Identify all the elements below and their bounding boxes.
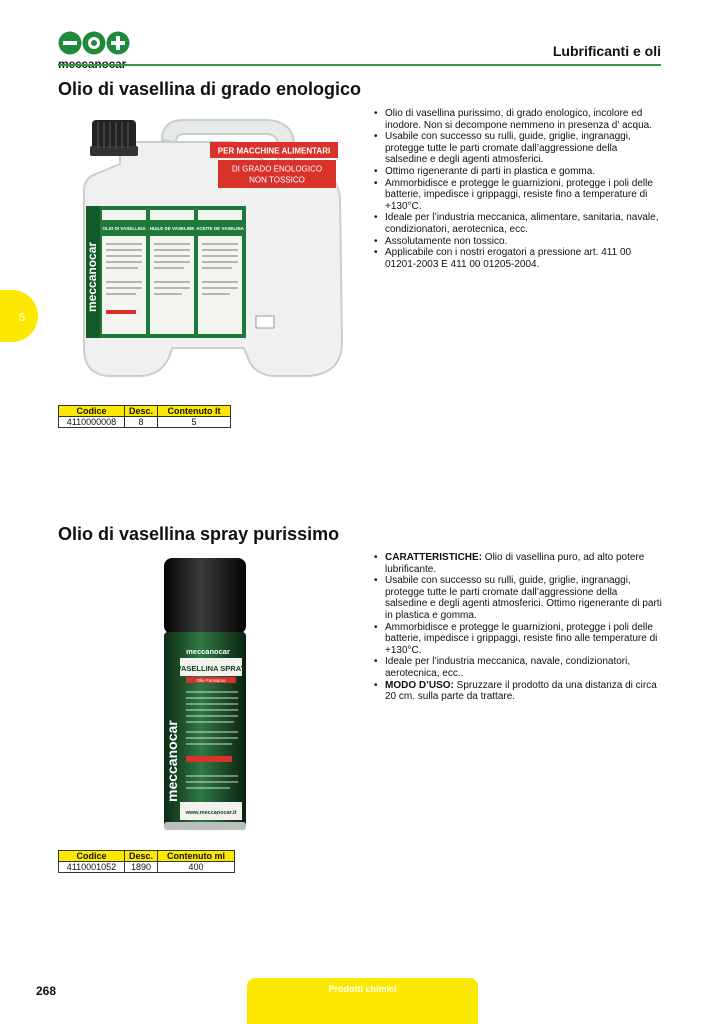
feature-text: Olio di vasellina puro, ad alto potere lubrificante.	[385, 552, 645, 575]
spray-label: VASELLINA SPRAY	[176, 664, 246, 673]
column-header: Codice	[59, 851, 125, 862]
table-cell: 400	[158, 862, 235, 873]
product-title: Olio di vasellina spray purissimo	[58, 524, 340, 544]
label-huile: HUILE DE VASELINE	[149, 226, 195, 231]
spray-side-brand: meccanocar	[164, 720, 180, 802]
feature-item: • Assolutamente non tossico.	[372, 236, 662, 248]
feature-label: CARATTERISTICHE:	[385, 552, 483, 563]
feature-item: • Ottimo rigenerante di parti in plastica e gomma.	[372, 166, 662, 178]
banner-oenological-2: NON TOSSICO	[249, 175, 305, 185]
feature-text: Ammorbidisce e protegge le guarnizioni, protegge i poli delle batterie, impedisce i grippaggi, resiste fino alle temperature di +130°C.	[385, 621, 658, 656]
banner-food-machines: PER MACCHINE ALIMENTARI	[217, 146, 331, 156]
column-header: Codice	[59, 406, 125, 417]
feature-item	[372, 680, 662, 703]
header-divider	[58, 64, 661, 66]
product-image-spray-can	[160, 554, 250, 834]
column-header: Desc.	[125, 851, 158, 862]
product-features-list	[372, 552, 662, 703]
spray-sub: Olio Purissimo	[196, 678, 226, 683]
feature-item: • Ammorbidisce e protegge le guarnizioni, protegge i poli delle batterie, impedisce i grippaggi, resiste fino a temperature di +130°C.	[372, 178, 662, 213]
spray-brand: meccanocar	[186, 647, 230, 656]
feature-item	[372, 552, 662, 575]
feature-item	[372, 575, 662, 621]
table-cell: 8	[125, 417, 158, 428]
product-image-canister	[72, 112, 352, 384]
feature-text: Usabile con successo su rulli, guide, griglie, ingranaggi, protegge tutte le parti cromate dall’aggressione della salsedine e degli agenti atmosferici. Ottimo rigenerante di parti in plastica e gomma.	[385, 575, 662, 621]
table-cell: 4110001052	[59, 862, 125, 873]
label-olio: OLIO DI VASELLINA	[102, 226, 146, 231]
table-header-row	[59, 851, 235, 862]
feature-item	[372, 656, 662, 679]
feature-label: MODO D’USO:	[385, 679, 454, 691]
column-header: Desc.	[125, 406, 158, 417]
product-title: Olio di vasellina di grado enologico	[58, 79, 362, 99]
product-spec-table	[58, 405, 231, 428]
section-title: Lubrificanti e oli	[552, 43, 661, 59]
spray-website: www.meccanocar.it	[185, 810, 237, 816]
column-header: Contenuto ml	[158, 851, 235, 862]
chapter-number: 5	[19, 312, 26, 324]
page-number: 268	[36, 984, 57, 998]
banner-oenological-1: DI GRADO ENOLOGICO	[231, 164, 323, 174]
product-features-list	[372, 108, 662, 270]
feature-text: Ideale per l’industria meccanica, navale, condizionatori, aerotecnica, ecc..	[385, 656, 631, 679]
feature-item: • Olio di vasellina purissimo, di grado enologico, incolore ed inodore. Non si decompone nemmeno in presenza d’ acqua.	[372, 108, 662, 131]
label-aceite: ACEITE DE VASELINA	[196, 226, 244, 231]
label-side-brand: meccanocar	[85, 241, 99, 312]
column-header: Contenuto lt	[158, 406, 231, 417]
logo-circles-icon	[58, 31, 130, 55]
table-cell: 4110000008	[59, 417, 125, 428]
table-cell: 1890	[125, 862, 158, 873]
feature-item: • Usabile con successo su rulli, guide, griglie, ingranaggi, protegge tutte le parti cromate dall’aggressione della salsedine e degli agenti atmosferici.	[372, 131, 662, 166]
table-row	[59, 862, 235, 873]
table-cell: 5	[158, 417, 231, 428]
feature-text: Spruzzare il prodotto da una distanza di circa 20 cm. sulla parte da trattare.	[385, 679, 657, 703]
feature-item: • Applicabile con i nostri erogatori a pressione art. 411 00 01201-2003 E 411 00 01205-2004.	[372, 247, 662, 270]
feature-item: • Ideale per l’industria meccanica, alimentare, sanitaria, navale, condizionatori, aerotecnica, ecc.	[372, 212, 662, 235]
footer-category-label: Prodotti chimici	[328, 984, 397, 994]
table-row	[59, 417, 231, 428]
product-spec-table	[58, 850, 235, 873]
table-header-row	[59, 406, 231, 417]
feature-item	[372, 622, 662, 657]
